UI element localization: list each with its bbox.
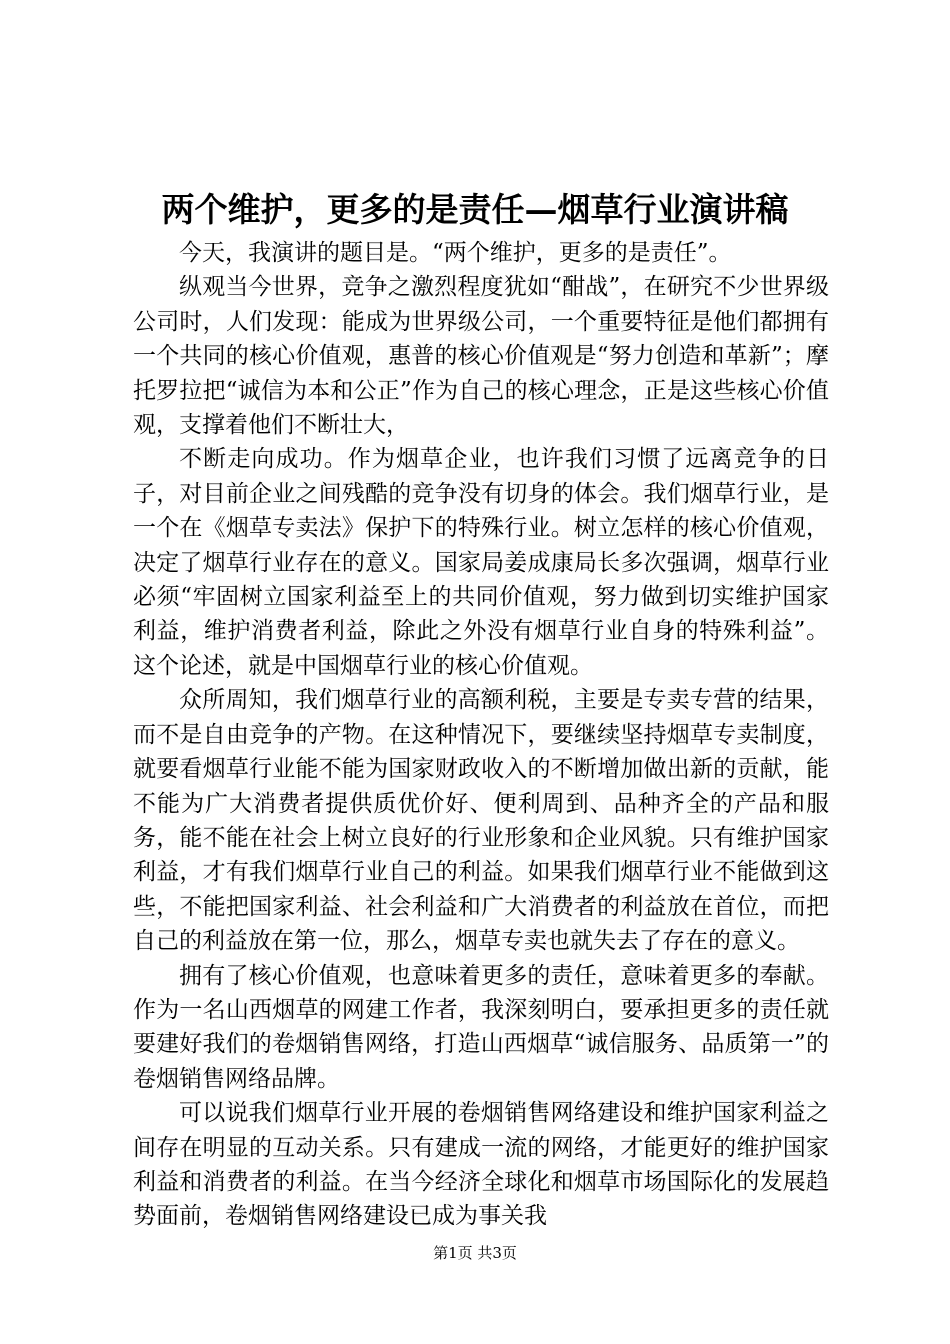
paragraph-4: 众所周知，我们烟草行业的高额利税，主要是专卖专营的结果，而不是自由竞争的产物。在这种情况下，要继续坚持烟草专卖制度，就要看烟草行业能不能为国家财政收入的不断增加做出新的贡献，能不能为广大消费者提供质优价好、便利周到、品种齐全的产品和服务，能不能在社会上树立良好的行业形象和企业风貌。只有维护国家利益，才有我们烟草行业自己的利益。如果我们烟草行业不能做到这些，不能把国家利益、社会利益和广大消费者的利益放在首位，而把自己的利益放在第一位，那么，烟草专卖也就失去了存在的意义。 <box>133 687 829 955</box>
paragraph-2: 纵观当今世界，竞争之激烈程度犹如“酣战”，在研究不少世界级公司时，人们发现：能成为世界级公司，一个重要特征是他们都拥有一个共同的核心价值观，惠普的核心价值观是“努力创造和革新”；摩托罗拉把“诚信为本和公正”作为自己的核心理念，正是这些核心价值观，支撑着他们不断壮大， <box>133 274 829 439</box>
paragraph-5: 拥有了核心价值观，也意味着更多的责任，意味着更多的奉献。作为一名山西烟草的网建工作者，我深刻明白，要承担更多的责任就要建好我们的卷烟销售网络，打造山西烟草“诚信服务、品质第一”的卷烟销售网络品牌。 <box>133 962 829 1092</box>
paragraph-1: 今天，我演讲的题目是。“两个维护，更多的是责任”。 <box>179 240 732 266</box>
page-number-footer: 第1页 共3页 <box>433 1244 517 1262</box>
paragraph-6: 可以说我们烟草行业开展的卷烟销售网络建设和维护国家利益之间存在明显的互动关系。只有建成一流的网络，才能更好的维护国家利益和消费者的利益。在当今经济全球化和烟草市场国际化的发展趋势面前，卷烟销售网络建设已成为事关我 <box>133 1100 829 1230</box>
document-body <box>133 236 829 1234</box>
document-title: 两个维护，更多的是责任—烟草行业演讲稿 <box>161 190 789 229</box>
paragraph-3: 不断走向成功。作为烟草企业，也许我们习惯了远离竞争的日子，对目前企业之间残酷的竞争没有切身的体会。我们烟草行业，是一个在《烟草专卖法》保护下的特殊行业。树立怎样的核心价值观，决定了烟草行业存在的意义。国家局姜成康局长多次强调，烟草行业必须“牢固树立国家利益至上的共同价值观，努力做到切实维护国家利益，维护消费者利益，除此之外没有烟草行业自身的特殊利益”。这个论述，就是中国烟草行业的核心价值观。 <box>133 446 829 679</box>
